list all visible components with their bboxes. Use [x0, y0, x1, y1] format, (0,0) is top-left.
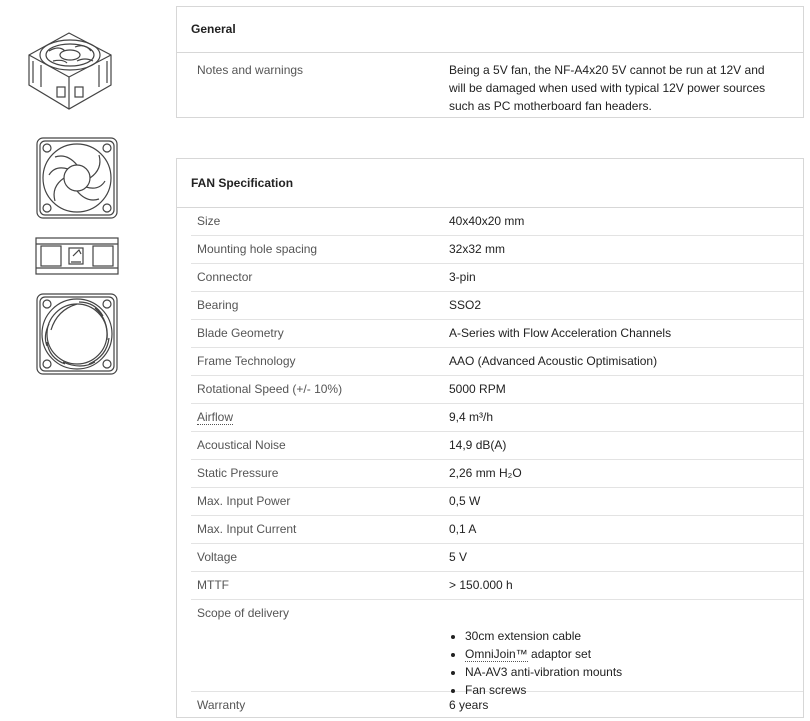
scope-list-container [449, 600, 779, 697]
list-item: • Fan screws [465, 681, 779, 699]
spec-row-noise [191, 432, 803, 460]
spec-row-scope [191, 600, 803, 697]
spec-row-connector [191, 264, 803, 292]
spec-label: Max. Input Current [197, 522, 297, 536]
spec-value: 3-pin [449, 270, 476, 284]
spec-label: Frame Technology [197, 354, 296, 368]
fan-front-thumbnail[interactable] [32, 134, 122, 222]
spec-row-warranty [191, 692, 803, 719]
spec-label: Static Pressure [197, 466, 279, 480]
spec-row-speed [191, 376, 803, 404]
spec-row-bearing [191, 292, 803, 320]
spec-label: Warranty [197, 698, 246, 712]
general-panel [176, 6, 804, 118]
fan-back-thumbnail[interactable] [32, 289, 122, 379]
spec-label: Size [197, 214, 221, 228]
spec-label: Voltage [197, 550, 238, 564]
spec-row-power [191, 488, 803, 516]
list-item: • OmniJoin™ adaptor set [465, 645, 779, 663]
spec-value: 0,5 W [449, 494, 481, 508]
spec-label: Scope of delivery [197, 606, 290, 620]
spec-row-mttf [191, 572, 803, 600]
spec-row-blade [191, 320, 803, 348]
spec-value: > 150.000 h [449, 578, 513, 592]
spec-value: 2,26 mm H₂O [449, 466, 522, 480]
spec-value: 14,9 dB(A) [449, 438, 507, 452]
spec-label: Acoustical Noise [197, 438, 286, 452]
fan-front-icon [33, 135, 121, 221]
spec-label: Bearing [197, 298, 239, 312]
spec-label: Mounting hole spacing [197, 242, 318, 256]
spec-value: 40x40x20 mm [449, 214, 525, 228]
spec-row-frame [191, 348, 803, 376]
spec-label: Rotational Speed (+/- 10%) [197, 382, 343, 396]
spec-value: SSO2 [449, 298, 482, 312]
notes-value: Being a 5V fan, the NF-A4x20 5V cannot be run at 12V and will be damaged when used with typical 12V power sources such as PC motherboard fan headers. [449, 63, 766, 113]
airflow-tooltip-link[interactable]: Airflow [197, 410, 234, 424]
spec-label: Max. Input Power [197, 494, 291, 508]
spec-title: FAN Specification [177, 159, 803, 208]
spec-value: 0,1 A [449, 522, 477, 536]
spec-row-pressure [191, 460, 803, 488]
spec-row-airflow [191, 404, 803, 432]
fan-side-thumbnail[interactable] [32, 233, 122, 279]
fan-3d-icon [19, 15, 119, 119]
list-item: • NA-AV3 anti-vibration mounts [465, 663, 779, 681]
spec-row-size [191, 208, 803, 236]
spec-value: A-Series with Flow Acceleration Channels [449, 326, 672, 340]
spec-row [191, 53, 803, 123]
spec-value: 9,4 m³/h [449, 410, 494, 424]
spec-label: MTTF [197, 578, 229, 592]
spec-row-voltage [191, 544, 803, 572]
spec-value: 5000 RPM [449, 382, 506, 396]
spec-value: 32x32 mm [449, 242, 506, 256]
spec-value: 5 V [449, 550, 468, 564]
omnijoin-tooltip-link[interactable]: OmniJoin™ [465, 647, 528, 661]
fan-back-icon [33, 290, 121, 378]
spec-row-mounting [191, 236, 803, 264]
scope-list [449, 627, 779, 699]
spec-label: Connector [197, 270, 253, 284]
list-item: • 30cm extension cable [465, 627, 779, 645]
spec-value: 6 years [449, 698, 489, 712]
general-title: General [177, 7, 803, 53]
spec-label [191, 404, 449, 431]
spec-label: Blade Geometry [197, 326, 284, 340]
fan-side-icon [33, 234, 121, 278]
spec-row-current [191, 516, 803, 544]
notes-label: Notes and warnings [197, 63, 304, 77]
fan-3d-thumbnail[interactable] [18, 14, 120, 120]
spec-value: AAO (Advanced Acoustic Optimisation) [449, 354, 658, 368]
fan-specification-panel [176, 158, 804, 718]
